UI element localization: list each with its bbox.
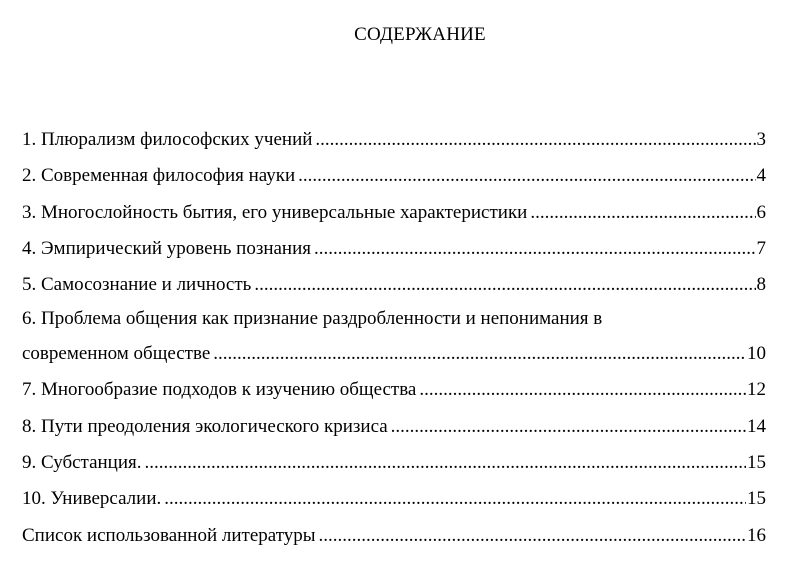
toc-entry-2 xyxy=(22,158,766,194)
toc-page-number: 12 xyxy=(747,379,766,401)
toc-entry-label: 8. Пути преодоления экологического кризиса xyxy=(22,415,388,437)
toc-leader-dots xyxy=(254,267,755,303)
toc-entry-5 xyxy=(22,267,766,303)
toc-page-number: 7 xyxy=(756,237,766,259)
toc-entry-9 xyxy=(22,445,766,481)
toc-leader-dots xyxy=(419,372,746,408)
toc-leader-dots xyxy=(391,409,746,445)
toc-leader-dots xyxy=(530,195,755,231)
toc-entry-label: 10. Универсалии. xyxy=(22,488,162,510)
toc-leader-dots xyxy=(145,445,746,481)
toc-entry-6-line1: 6. Проблема общения как признание раздробленности и непонимания в xyxy=(22,308,603,330)
toc-entry-8 xyxy=(22,409,766,445)
toc-entry-6 xyxy=(22,336,766,372)
toc-leader-dots xyxy=(164,481,746,517)
toc-entry-label: 9. Субстанция. xyxy=(22,452,142,474)
toc-page-number: 14 xyxy=(747,415,766,437)
toc-page-number: 8 xyxy=(756,274,766,296)
toc-leader-dots xyxy=(213,336,746,372)
toc-entry-label: 1. Плюрализм философских учений xyxy=(22,129,313,150)
toc-leader-dots xyxy=(314,231,755,267)
toc-leader-dots xyxy=(315,122,755,158)
toc-entry-label: современном обществе xyxy=(22,343,211,365)
toc-page-number: 6 xyxy=(756,201,766,223)
toc-entry-7 xyxy=(22,372,766,408)
toc-page-number: 16 xyxy=(747,524,766,546)
toc-page-number: 15 xyxy=(747,452,766,474)
page-title: СОДЕРЖАНИЕ xyxy=(354,24,486,45)
toc-entry-label: 7. Многообразие подходов к изучению общества xyxy=(22,379,417,401)
toc-page-number: 3 xyxy=(756,129,766,150)
toc-page-number: 15 xyxy=(747,488,766,510)
toc-entry-label: 5. Самосознание и личность xyxy=(22,274,252,296)
toc-entry-label: Список использованной литературы xyxy=(22,524,316,546)
toc-entry-3 xyxy=(22,195,766,231)
toc-page-number: 10 xyxy=(747,343,766,365)
toc-entry-4 xyxy=(22,231,766,267)
toc-entry-bibliography xyxy=(22,518,766,554)
toc-entry-1 xyxy=(22,122,766,158)
toc-page-number: 4 xyxy=(756,165,766,187)
toc-entry-label: 3. Многослойность бытия, его универсальные характеристики xyxy=(22,201,528,223)
toc-entry-label: 2. Современная философия науки xyxy=(22,165,296,187)
toc-entry-label: 4. Эмпирический уровень познания xyxy=(22,237,312,259)
toc-leader-dots xyxy=(298,158,755,194)
toc-leader-dots xyxy=(319,518,746,554)
toc-entry-10 xyxy=(22,481,766,517)
table-of-contents xyxy=(22,122,766,554)
